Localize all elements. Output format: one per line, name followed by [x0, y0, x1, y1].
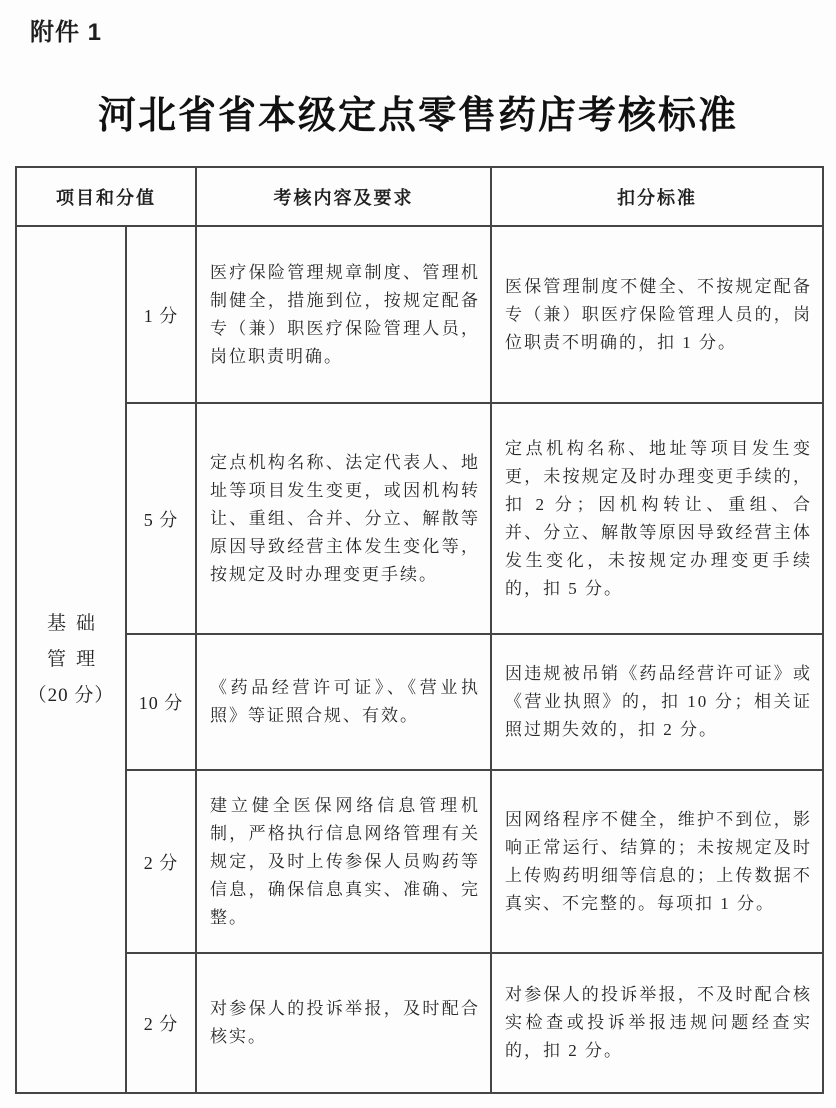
content-cell: 《药品经营许可证》、《营业执照》等证照合规、有效。 [196, 634, 491, 770]
table-row [16, 403, 823, 634]
content-cell: 建立健全医保网络信息管理机制，严格执行信息网络管理有关规定，及时上传参保人员购药等信息，确保信息真实、准确、完整。 [196, 770, 491, 953]
table-row [16, 634, 823, 770]
category-line: 管理 [46, 648, 105, 670]
deduction-cell: 因网络程序不健全，维护不到位，影响正常运行、结算的；未按规定及时上传购药明细等信息的；上传数据不真实、不完整的。每项扣 1 分。 [491, 770, 823, 953]
deduction-cell: 定点机构名称、地址等项目发生变更，未按规定及时办理变更手续的，扣 2 分；因机构转让、重组、合并、分立、解散等原因导致经营主体发生变化，未按规定办理变更手续的，扣 5 分。 [491, 403, 823, 634]
table-header-row [16, 167, 823, 226]
category-line: 基础 [46, 612, 105, 634]
assessment-table [15, 166, 824, 1094]
deduction-cell: 对参保人的投诉举报，不及时配合核实检查或投诉举报违规问题经查实的，扣 2 分。 [491, 953, 823, 1093]
header-cell-project-score: 项目和分值 [16, 167, 196, 226]
category-cell-basic-management [16, 226, 126, 1093]
table-row [16, 770, 823, 953]
content-cell: 定点机构名称、法定代表人、地址等项目发生变更，或因机构转让、重组、合并、分立、解散等原因导致经营主体发生变化等，按规定及时办理变更手续。 [196, 403, 491, 634]
content-cell: 医疗保险管理规章制度、管理机制健全，措施到位，按规定配备专（兼）职医疗保险管理人员，岗位职责明确。 [196, 226, 491, 403]
content-cell: 对参保人的投诉举报，及时配合核实。 [196, 953, 491, 1093]
table-row [16, 226, 823, 403]
table-row [16, 953, 823, 1093]
score-cell: 5 分 [126, 403, 196, 634]
deduction-cell: 医保管理制度不健全、不按规定配备专（兼）职医疗保险管理人员的，岗位职责不明确的，扣 1 分。 [491, 226, 823, 403]
score-cell: 10 分 [126, 634, 196, 770]
attachment-label: 附件 1 [30, 19, 103, 46]
score-cell: 1 分 [126, 226, 196, 403]
header-cell-content: 考核内容及要求 [196, 167, 491, 226]
score-cell: 2 分 [126, 953, 196, 1093]
score-cell: 2 分 [126, 770, 196, 953]
header-cell-deduction: 扣分标准 [491, 167, 823, 226]
category-line: （20 分） [27, 684, 115, 706]
page-title: 河北省省本级定点零售药店考核标准 [97, 95, 738, 137]
deduction-cell: 因违规被吊销《药品经营许可证》或《营业执照》的，扣 10 分；相关证照过期失效的，扣 2 分。 [491, 634, 823, 770]
